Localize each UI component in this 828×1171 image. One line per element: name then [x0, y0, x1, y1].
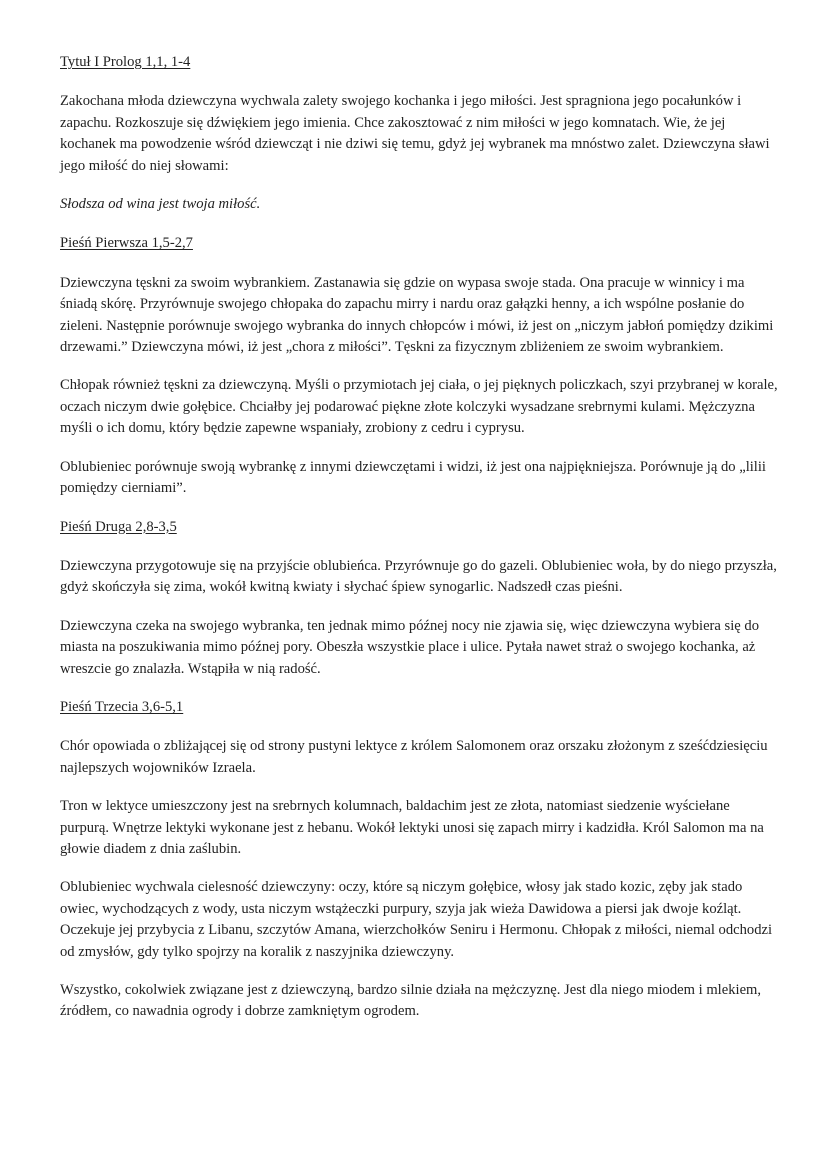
paragraph: Oblubieniec wychwala cielesność dziewczyny: oczy, które są niczym gołębice, włosy jak stado kozic, zęby jak stado owiec, wychodzących z wody, usta niczym wstążeczki purpury, szyja jak wieża Dawidowa a piersi jak dwoje koźląt. Oczekuje jej przybycia z Libanu, szczytów Amana, wierzchołków Seniru i Hermonu. Chłopak z miłości, niemal odchodzi od zmysłów, gdy tylko spojrzy na koralik z naszyjnika dziewczyny. — [60, 879, 773, 960]
section-heading-piesn-druga: Pieśń Druga 2,8-3,5 — [60, 518, 177, 535]
section-heading-piesn-pierwsza: Pieśń Pierwsza 1,5-2,7 — [60, 235, 193, 252]
paragraph: Tron w lektyce umieszczony jest na srebrnych kolumnach, baldachim jest ze złota, natomiast siedzenie wyściełane purpurą. Wnętrze lektyki wykonane jest z hebanu. Wokół lektyki unosi się zapach mirry i kadzidła. Król Salomon ma na głowie diadem z dnia zaślubin. — [60, 798, 764, 857]
paragraph: Chór opowiada o zbliżającej się od strony pustyni lektyce z królem Salomonem oraz orszaku złożonym z sześćdziesięciu najlepszych wojowników Izraela. — [60, 738, 768, 776]
paragraph: Dziewczyna tęskni za swoim wybrankiem. Zastanawia się gdzie on wypasa swoje stada. Ona pracuje w winnicy i ma śniadą skórę. Przyrównuje swojego chłopaka do zapachu mirry i nardu oraz gałązki henny, a ich wspólne posłanie do zieleni. Następnie porównuje swojego wybranka do innych chłopców i mówi, iż jest on „niczym jabłoń pomiędzy dzikimi drzewami.” Dziewczyna mówi, iż jest „chora z miłości”. Tęskni za fizycznym zbliżeniem ze swoim wybrankiem. — [60, 274, 774, 356]
paragraph: Chłopak również tęskni za dziewczyną. Myśli o przymiotach jej ciała, o jej pięknych policzkach, szyi przybranej w korale, oczach niczym dwie gołębice. Chciałby jej podarować piękne złote kolczyki wysadzane srebrnymi kulami. Mężczyzna myśli o ich domu, który będzie zapewne wspaniały, zrobiony z cedru i cyprysu. — [60, 377, 778, 437]
section-heading-piesn-trzecia: Pieśń Trzecia 3,6-5,1 — [60, 698, 184, 715]
document-page — [60, 52, 780, 1040]
paragraph: Zakochana młoda dziewczyna wychwala zalety swojego kochanka i jego miłości. Jest spragniona jego pocałunków i zapachu. Rozkoszuje się dźwiękiem jego imienia. Chce zakosztować z nim miłości w jego komnatach. Wie, że jej kochanek ma powodzenie wśród dziewcząt i nie dziwi się temu, gdyż jej wybranek ma mnóstwo zalet. Dziewczyna sławi jego miłość do niej słowami: — [60, 93, 770, 174]
paragraph: Oblubieniec porównuje swoją wybrankę z innymi dziewczętami i widzi, iż jest ona najpiękniejsza. Porównuje ją do „lilii pomiędzy cierniami”. — [60, 458, 766, 497]
paragraph: Dziewczyna czeka na swojego wybranka, ten jednak mimo późnej nocy nie zjawia się, więc dziewczyna wybiera się do miasta na poszukiwania mimo późnej pory. Obeszła wszystkie place i ulice. Pytała nawet straż o swojego kochanka, aż wreszcie go znalazła. Wstąpiła w nią radość. — [60, 617, 759, 677]
quote: Słodsza od wina jest twoja miłość. — [60, 196, 261, 213]
section-heading-prolog: Tytuł I Prolog 1,1, 1-4 — [60, 54, 191, 70]
paragraph: Wszystko, cokolwiek związane jest z dziewczyną, bardzo silnie działa na mężczyznę. Jest dla niego miodem i mlekiem, źródłem, co nawadnia ogrody i dobrze zamkniętym ogrodem. — [60, 982, 762, 1020]
paragraph: Dziewczyna przygotowuje się na przyjście oblubieńca. Przyrównuje go do gazeli. Oblubieniec woła, by do niego przyszła, gdyż skończyła się zima, wokół kwitną kwiaty i słychać śpiew synogarlic. Nadszedł czas pieśni. — [60, 557, 777, 596]
